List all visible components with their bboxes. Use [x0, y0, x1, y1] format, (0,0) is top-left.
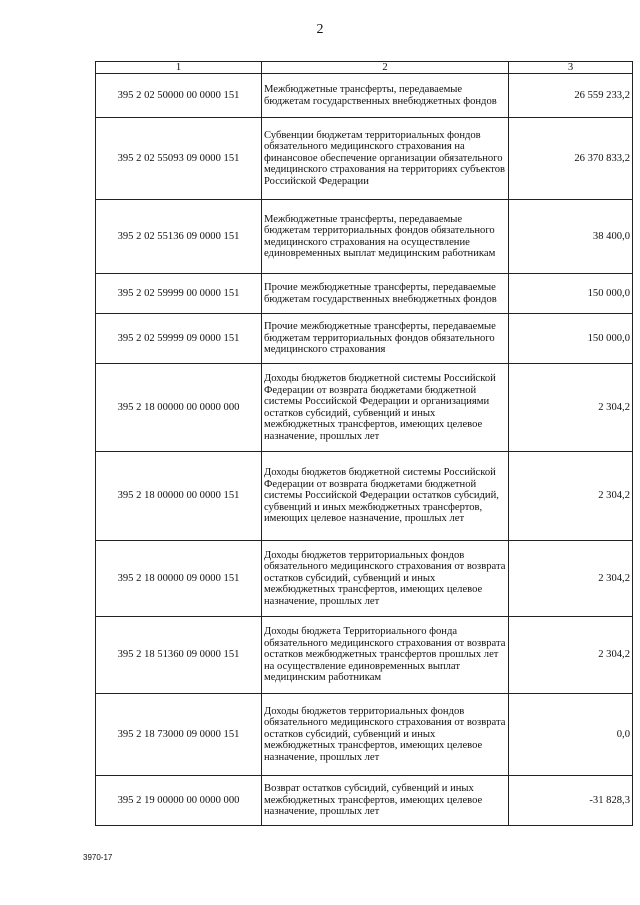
- amount-cell: 2 304,2: [509, 617, 633, 694]
- budget-code-cell: 395 2 18 00000 00 0000 151: [96, 452, 262, 541]
- description-cell: Возврат остатков субсидий, субвенций и иных межбюджетных трансфертов, имеющих целевое назначение, прошлых лет: [262, 776, 509, 826]
- table-row: [96, 74, 633, 118]
- budget-code-cell: 395 2 18 00000 09 0000 151: [96, 541, 262, 617]
- budget-code-cell: 395 2 02 55093 09 0000 151: [96, 118, 262, 200]
- description-cell: Доходы бюджетов территориальных фондов обязательного медицинского страхования от возврата остатков субсидий, субвенций и иных межбюджетных трансфертов, имеющих целевое назначение, прошлых лет: [262, 541, 509, 617]
- table-row: [96, 617, 633, 694]
- description-cell: Доходы бюджетов бюджетной системы Российской Федерации от возврата бюджетами бюджетной системы Российской Федерации остатков субсидий, субвенций и иных межбюджетных трансфертов, имеющих целевое назначение, прошлых лет: [262, 452, 509, 541]
- amount-cell: 150 000,0: [509, 314, 633, 364]
- budget-code-cell: 395 2 18 51360 09 0000 151: [96, 617, 262, 694]
- budget-code-cell: 395 2 02 59999 00 0000 151: [96, 274, 262, 314]
- amount-cell: -31 828,3: [509, 776, 633, 826]
- page-number: 2: [316, 22, 324, 37]
- column-header-3: 3: [509, 62, 633, 74]
- amount-cell: 2 304,2: [509, 364, 633, 452]
- column-header-1: 1: [96, 62, 262, 74]
- table-header-row: [96, 62, 633, 74]
- table-row: [96, 541, 633, 617]
- description-cell: Субвенции бюджетам территориальных фондов обязательного медицинского страхования на финансовое обеспечение организации обязательного медицинского страхования на территориях субъектов Российской Федерации: [262, 118, 509, 200]
- table-row: [96, 452, 633, 541]
- description-cell: Доходы бюджетов территориальных фондов обязательного медицинского страхования от возврата остатков субсидий, субвенций и иных межбюджетных трансфертов, имеющих целевое назначение, прошлых лет: [262, 694, 509, 776]
- description-cell: Межбюджетные трансферты, передаваемые бюджетам территориальных фондов обязательного медицинского страхования на осуществление единовременных выплат медицинским работникам: [262, 200, 509, 274]
- description-cell: Доходы бюджета Территориального фонда обязательного медицинского страхования от возврата остатков межбюджетных трансфертов прошлых лет на осуществление единовременных выплат медицинским работникам: [262, 617, 509, 694]
- table-row: [96, 200, 633, 274]
- description-cell: Доходы бюджетов бюджетной системы Российской Федерации от возврата бюджетами бюджетной системы Российской Федерации и организациями остатков субсидий, субвенций и иных межбюджетных трансфертов, имеющих целевое назначение, прошлых лет: [262, 364, 509, 452]
- description-cell: Прочие межбюджетные трансферты, передаваемые бюджетам государственных внебюджетных фондов: [262, 274, 509, 314]
- document-number: 3970-17: [83, 853, 113, 862]
- budget-code-cell: 395 2 18 73000 09 0000 151: [96, 694, 262, 776]
- table-row: [96, 776, 633, 826]
- amount-cell: 26 559 233,2: [509, 74, 633, 118]
- budget-code-cell: 395 2 02 59999 09 0000 151: [96, 314, 262, 364]
- amount-cell: 26 370 833,2: [509, 118, 633, 200]
- budget-table: [95, 61, 633, 826]
- table-row: [96, 118, 633, 200]
- table-row: [96, 314, 633, 364]
- budget-code-cell: 395 2 02 50000 00 0000 151: [96, 74, 262, 118]
- column-header-2: 2: [262, 62, 509, 74]
- budget-code-cell: 395 2 19 00000 00 0000 000: [96, 776, 262, 826]
- description-cell: Межбюджетные трансферты, передаваемые бюджетам государственных внебюджетных фондов: [262, 74, 509, 118]
- budget-code-cell: 395 2 18 00000 00 0000 000: [96, 364, 262, 452]
- table-row: [96, 364, 633, 452]
- amount-cell: 150 000,0: [509, 274, 633, 314]
- table-row: [96, 694, 633, 776]
- amount-cell: 0,0: [509, 694, 633, 776]
- table-row: [96, 274, 633, 314]
- budget-code-cell: 395 2 02 55136 09 0000 151: [96, 200, 262, 274]
- amount-cell: 2 304,2: [509, 452, 633, 541]
- amount-cell: 38 400,0: [509, 200, 633, 274]
- amount-cell: 2 304,2: [509, 541, 633, 617]
- description-cell: Прочие межбюджетные трансферты, передаваемые бюджетам территориальных фондов обязательного медицинского страхования: [262, 314, 509, 364]
